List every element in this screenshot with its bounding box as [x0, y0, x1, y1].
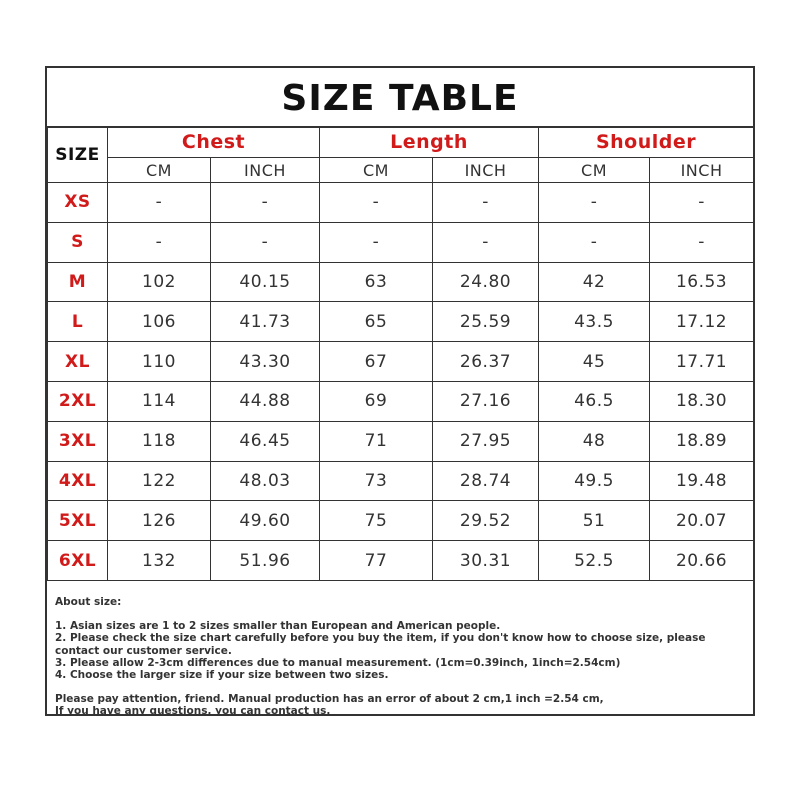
table-row: [48, 183, 754, 223]
table-cell: -: [108, 183, 211, 223]
table-cell: -: [211, 183, 320, 223]
table-cell: 43.5: [539, 302, 650, 342]
size-label: S: [48, 222, 108, 262]
size-table-sheet: [45, 66, 755, 716]
size-notes: [47, 590, 753, 718]
size-label: XS: [48, 183, 108, 223]
size-rows: [48, 183, 754, 581]
note-item: 4. Choose the larger size if your size between two sizes.: [55, 669, 389, 682]
size-label: 2XL: [48, 381, 108, 421]
table-cell: 71: [320, 421, 433, 461]
table-cell: 77: [320, 541, 433, 581]
chest-header: Chest: [108, 127, 320, 158]
table-row: [48, 461, 754, 501]
table-cell: 49.60: [211, 501, 320, 541]
table-cell: 46.5: [539, 381, 650, 421]
unit-header: INCH: [211, 158, 320, 183]
page-title: SIZE TABLE: [47, 68, 753, 128]
table-cell: 17.71: [650, 342, 754, 382]
table-cell: 110: [108, 342, 211, 382]
table-cell: 102: [108, 262, 211, 302]
table-cell: 18.89: [650, 421, 754, 461]
unit-header: INCH: [650, 158, 754, 183]
notes-footer: Please pay attention, friend. Manual production has an error of about 2 cm,1 inch =2.54 cm,: [55, 693, 604, 706]
table-cell: 46.45: [211, 421, 320, 461]
table-cell: 26.37: [433, 342, 539, 382]
length-header: Length: [320, 127, 539, 158]
table-cell: 27.95: [433, 421, 539, 461]
table-cell: -: [320, 183, 433, 223]
table-cell: 45: [539, 342, 650, 382]
table-cell: 29.52: [433, 501, 539, 541]
table-cell: 75: [320, 501, 433, 541]
table-cell: 106: [108, 302, 211, 342]
table-cell: 51: [539, 501, 650, 541]
table-row: [48, 222, 754, 262]
table-row: [48, 342, 754, 382]
table-cell: 51.96: [211, 541, 320, 581]
shoulder-header: Shoulder: [539, 127, 754, 158]
note-item: 3. Please allow 2-3cm differences due to manual measurement. (1cm=0.39inch, 1inch=2.54cm): [55, 656, 621, 669]
table-cell: -: [539, 222, 650, 262]
table-cell: 25.59: [433, 302, 539, 342]
table-cell: -: [539, 183, 650, 223]
size-label: XL: [48, 342, 108, 382]
table-row: [48, 262, 754, 302]
table-cell: 126: [108, 501, 211, 541]
size-column-header: SIZE: [48, 127, 108, 183]
table-cell: 24.80: [433, 262, 539, 302]
table-cell: 16.53: [650, 262, 754, 302]
table-row: [48, 501, 754, 541]
table-cell: 27.16: [433, 381, 539, 421]
table-cell: 49.5: [539, 461, 650, 501]
table-cell: 43.30: [211, 342, 320, 382]
table-cell: -: [211, 222, 320, 262]
table-row: [48, 302, 754, 342]
unit-header: CM: [320, 158, 433, 183]
table-cell: 114: [108, 381, 211, 421]
table-cell: 28.74: [433, 461, 539, 501]
unit-header-row: [48, 158, 754, 183]
group-header-row: [48, 127, 754, 158]
unit-header: CM: [539, 158, 650, 183]
table-cell: -: [433, 222, 539, 262]
table-cell: 44.88: [211, 381, 320, 421]
table-cell: 73: [320, 461, 433, 501]
table-cell: 19.48: [650, 461, 754, 501]
table-cell: 69: [320, 381, 433, 421]
table-row: [48, 421, 754, 461]
table-cell: 67: [320, 342, 433, 382]
size-label: 6XL: [48, 541, 108, 581]
table-cell: 42: [539, 262, 650, 302]
table-cell: 40.15: [211, 262, 320, 302]
table-cell: -: [108, 222, 211, 262]
notes-heading: About size:: [55, 596, 122, 608]
table-cell: -: [650, 183, 754, 223]
unit-header: INCH: [433, 158, 539, 183]
table-cell: 18.30: [650, 381, 754, 421]
size-label: 5XL: [48, 501, 108, 541]
table-row: [48, 541, 754, 581]
table-cell: 30.31: [433, 541, 539, 581]
table-cell: -: [320, 222, 433, 262]
note-item: 1. Asian sizes are 1 to 2 sizes smaller than European and American people.: [55, 620, 501, 633]
unit-header: CM: [108, 158, 211, 183]
table-cell: 52.5: [539, 541, 650, 581]
size-label: M: [48, 262, 108, 302]
table-cell: 17.12: [650, 302, 754, 342]
table-cell: -: [650, 222, 754, 262]
note-item: 2. Please check the size chart carefully before you buy the item, if you don't know how to choose size, please contact our customer service.: [55, 632, 706, 657]
size-table: [47, 126, 754, 581]
table-cell: 20.07: [650, 501, 754, 541]
size-label: L: [48, 302, 108, 342]
table-cell: 132: [108, 541, 211, 581]
table-cell: 118: [108, 421, 211, 461]
notes-footer: If you have any questions, you can contact us.: [55, 705, 331, 718]
table-row: [48, 381, 754, 421]
size-label: 3XL: [48, 421, 108, 461]
size-label: 4XL: [48, 461, 108, 501]
table-cell: 48: [539, 421, 650, 461]
table-cell: 48.03: [211, 461, 320, 501]
table-cell: 20.66: [650, 541, 754, 581]
table-cell: 65: [320, 302, 433, 342]
table-cell: 41.73: [211, 302, 320, 342]
table-cell: 122: [108, 461, 211, 501]
table-cell: -: [433, 183, 539, 223]
table-cell: 63: [320, 262, 433, 302]
